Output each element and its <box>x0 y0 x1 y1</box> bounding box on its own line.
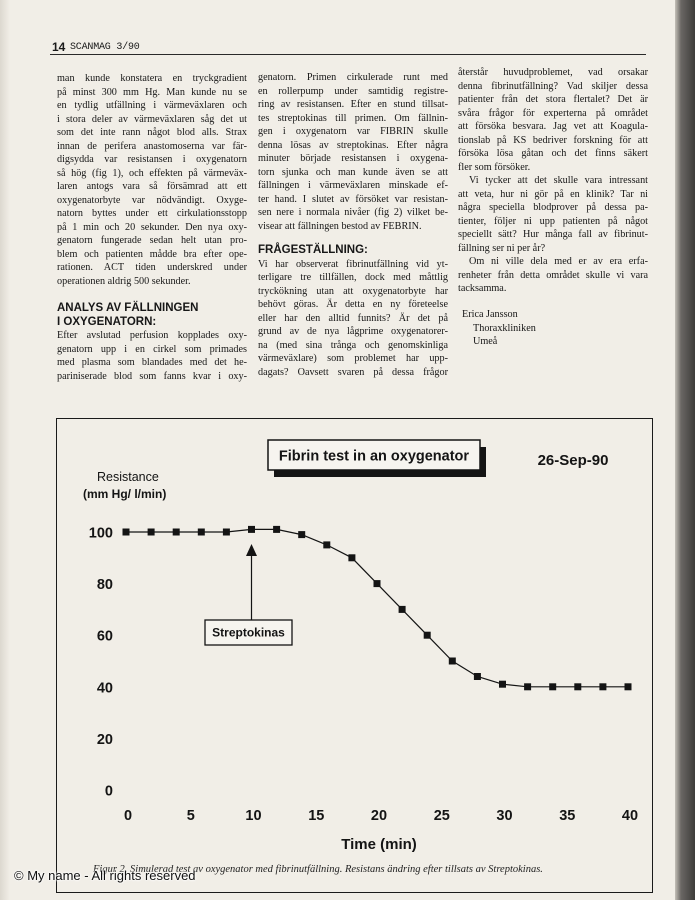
text-line: laren antogs vara så försämrad att ett <box>57 181 247 192</box>
y-tick-label: 60 <box>96 628 113 645</box>
chart-title: Fibrin test in an oxygenator <box>278 448 470 465</box>
signature-line: Thoraxkliniken <box>473 322 536 334</box>
annotation-label: Streptokinas <box>212 625 285 640</box>
heading-line: FRÅGESTÄLLNING: <box>258 244 368 256</box>
x-tick-label: 0 <box>123 808 133 824</box>
text-line: Efter avslutad perfusion kopplades oxy- <box>57 330 247 341</box>
data-point <box>449 658 456 665</box>
text-line: minuter började resistansen i oxygena- <box>258 153 448 164</box>
heading-line: ANALYS AV FÄLLNINGEN <box>57 302 199 314</box>
text-line: sen nere i normala nivåer (fig 2) vilket be- <box>258 207 448 218</box>
data-point <box>123 529 130 536</box>
text-line: ring av resistansen. Efter en stund tillsat- <box>258 99 448 110</box>
text-line: torn sjunka och man kunde även se att <box>258 166 448 178</box>
body-paragraph <box>57 72 247 288</box>
text-line: svåra frågor för experterna på området <box>458 107 648 119</box>
x-tick-label: 35 <box>559 808 576 824</box>
text-line: att veta, hur ni gör på en klinik? Tar ni <box>458 188 648 200</box>
signature-line: Umeå <box>473 336 498 347</box>
text-line: operationen aldrig 500 sekunder. <box>57 275 191 287</box>
text-line: denna fibrinutfällning? Vad skiljer dessa <box>458 80 648 92</box>
text-line: genatorn upp i en cirkel som primades <box>57 343 247 355</box>
data-point <box>148 529 155 536</box>
text-line: eller har den alltid funnits? Är det på <box>258 312 448 324</box>
text-line: som det inte rann något blod alls. Strax <box>57 127 247 138</box>
text-line: behövt göras. Är detta en ny företeelse <box>258 299 448 310</box>
text-line: ter hand. I slutet av försöket var resistan- <box>258 193 448 205</box>
body-paragraph <box>57 329 247 383</box>
text-line: Vi har observerat fibrinutfällning vid yt- <box>258 258 448 270</box>
data-point <box>198 529 205 536</box>
data-point <box>424 632 431 639</box>
data-point <box>374 580 381 587</box>
y-tick-label: 40 <box>96 680 113 697</box>
text-line: rationen. ACT tiden underskred under <box>57 262 247 273</box>
header-rule <box>50 54 646 55</box>
text-line: Vi tycker att det skulle vara intressant <box>469 175 648 186</box>
text-line: tionslab på KS bedriver forskning för att <box>458 134 648 146</box>
chart-title-box <box>268 440 486 477</box>
text-line: digsydda var resistansen i oxygenatorn <box>57 154 247 165</box>
text-line: en tydlig utfällning i värmeväxlaren och <box>57 100 247 111</box>
streptokinas-annotation <box>205 544 292 645</box>
copyright-watermark: © My name - All rights reserved <box>14 868 196 883</box>
text-line: na (med sina trånga och genomskinliga <box>258 339 448 351</box>
resistance-line-chart <box>57 419 653 893</box>
heading-line: I OXYGENATORN: <box>57 315 157 328</box>
data-point <box>599 683 606 690</box>
x-tick-label: 15 <box>308 808 325 824</box>
body-paragraph <box>458 255 648 296</box>
data-point <box>273 526 280 533</box>
page-edge-shade <box>0 0 10 900</box>
x-tick-labels <box>124 808 638 824</box>
body-paragraph <box>258 258 448 380</box>
y-axis-label: Resistance <box>97 470 159 484</box>
y-tick-labels <box>89 526 113 800</box>
x-axis-label: Time (min) <box>341 836 417 853</box>
data-point <box>474 673 481 680</box>
text-line: natorn byttes under ett cirkulationsstopp <box>57 208 247 219</box>
section-heading <box>258 244 448 258</box>
chart-date: 26-Sep-90 <box>537 452 609 469</box>
y-tick-label: 80 <box>96 577 113 594</box>
text-line: visear att fällningen bestod av FEBRIN. <box>258 220 422 232</box>
data-point <box>298 531 305 538</box>
data-point <box>574 683 581 690</box>
arrow-up-icon <box>246 544 257 556</box>
text-line: fällning ser ni per år? <box>458 242 546 254</box>
text-line: med plasma som blandades med det he- <box>57 357 247 368</box>
y-tick-label: 20 <box>96 731 113 748</box>
data-point <box>499 681 506 688</box>
text-line: patienter från det stora flertalet? Det är <box>458 94 648 105</box>
series-line <box>126 529 628 686</box>
body-paragraph <box>458 174 648 255</box>
text-line: tes streptokinas till primen. Om fällnin- <box>258 112 448 124</box>
data-point <box>248 526 255 533</box>
body-paragraph <box>258 71 448 233</box>
text-line: tacksamma. <box>458 283 507 294</box>
text-column-2 <box>258 71 448 379</box>
body-paragraph <box>458 66 648 174</box>
x-tick-label: 10 <box>245 808 262 824</box>
y-tick-label: 100 <box>88 525 113 542</box>
series-resistance <box>123 526 632 690</box>
figure-caption: Figur 2. Simulerad test av oxygenator med fibrinutfällning. Resistans ändring efter tillsats av Streptokinas. <box>93 864 543 875</box>
text-line: grund av de nya lågprime oxygenatorer- <box>258 326 448 337</box>
text-line: gen i oxygenatorn var FIBRIN skulle <box>258 126 448 137</box>
data-point <box>223 529 230 536</box>
text-column-1 <box>57 72 247 383</box>
text-line: tienter, följer ni upp patienten på något <box>458 215 648 227</box>
data-point <box>348 554 355 561</box>
data-point <box>173 529 180 536</box>
text-line: blem och patienten mådde bra efter ope- <box>57 248 247 260</box>
text-line: Om ni ville dela med er av era erfa- <box>469 256 648 267</box>
text-line: fler som försöker. <box>458 161 531 173</box>
data-point <box>524 683 531 690</box>
text-line: värmeväxlare) som problemet har upp- <box>258 353 448 364</box>
text-line: terligare tre tillfällen, dock med måttlig <box>258 272 448 283</box>
text-line: renheter från detta området skulle vi vara <box>458 269 648 281</box>
text-column-3 <box>458 66 648 349</box>
text-line: pariniserade blod som fanns kvar i oxy- <box>57 370 247 382</box>
x-tick-label: 30 <box>496 808 513 824</box>
text-line: genatorn fungerade sedan helt utan pro- <box>57 235 247 246</box>
data-point <box>549 683 556 690</box>
text-line: tryckökning utan att oxygenatorbyte har <box>258 285 448 297</box>
text-line: dagats? Oavsett svaren på dessa frågor <box>258 366 448 378</box>
text-line: fällningen i värmeväxlaren minskade ef- <box>258 180 448 191</box>
x-tick-label: 5 <box>186 808 195 824</box>
data-point <box>625 683 632 690</box>
text-line: man kunde konstatera en tryckgradient <box>57 73 247 84</box>
data-point <box>323 541 330 548</box>
text-line: några speciella blodprover på dessa pa- <box>458 202 648 213</box>
section-heading <box>57 302 247 329</box>
page-number: 14 <box>52 40 66 54</box>
x-tick-label: 25 <box>433 808 450 824</box>
y-tick-label: 0 <box>104 783 113 800</box>
text-line: innan de perifera anastomoserna var fär- <box>57 140 247 152</box>
text-line: speciellt sätt? Hur många fall av fibrinut- <box>458 229 648 240</box>
data-point <box>399 606 406 613</box>
text-line: oxygenatorbyte var nödvändigt. Oxyge- <box>57 194 247 206</box>
text-line: försöka lösa gåtan och det finns säkert <box>458 148 648 159</box>
text-line: i stora deler av värmeväxlaren såg det ut <box>57 113 247 125</box>
text-line: på minst 300 mm Hg. Man kunde nu se <box>57 86 247 98</box>
x-tick-label: 40 <box>621 808 639 824</box>
text-line: genatorn. Primen cirkulerade runt med <box>258 72 448 83</box>
magazine-issue: SCANMAG 3/90 <box>70 42 140 53</box>
author-signature <box>458 308 648 349</box>
y-axis-unit: (mm Hg/ l/min) <box>83 487 167 501</box>
text-line: återstår huvudproblemet, vad orsakar <box>458 67 648 78</box>
text-line: så hög (fig 1), och effekten på värmeväx- <box>57 167 247 179</box>
signature-line: Erica Jansson <box>462 309 518 320</box>
text-line: att försöka besvara. Jag vet att Koagula- <box>458 121 648 132</box>
x-tick-label: 20 <box>370 808 388 824</box>
text-line: en rollerpump under samtidig registre- <box>258 85 448 97</box>
text-line: denna lösas av streptokinas. Efter några <box>258 139 448 151</box>
page-binding-shadow <box>675 0 695 900</box>
text-line: på 1 min och 20 sekunder. Den nya oxy- <box>57 221 247 233</box>
